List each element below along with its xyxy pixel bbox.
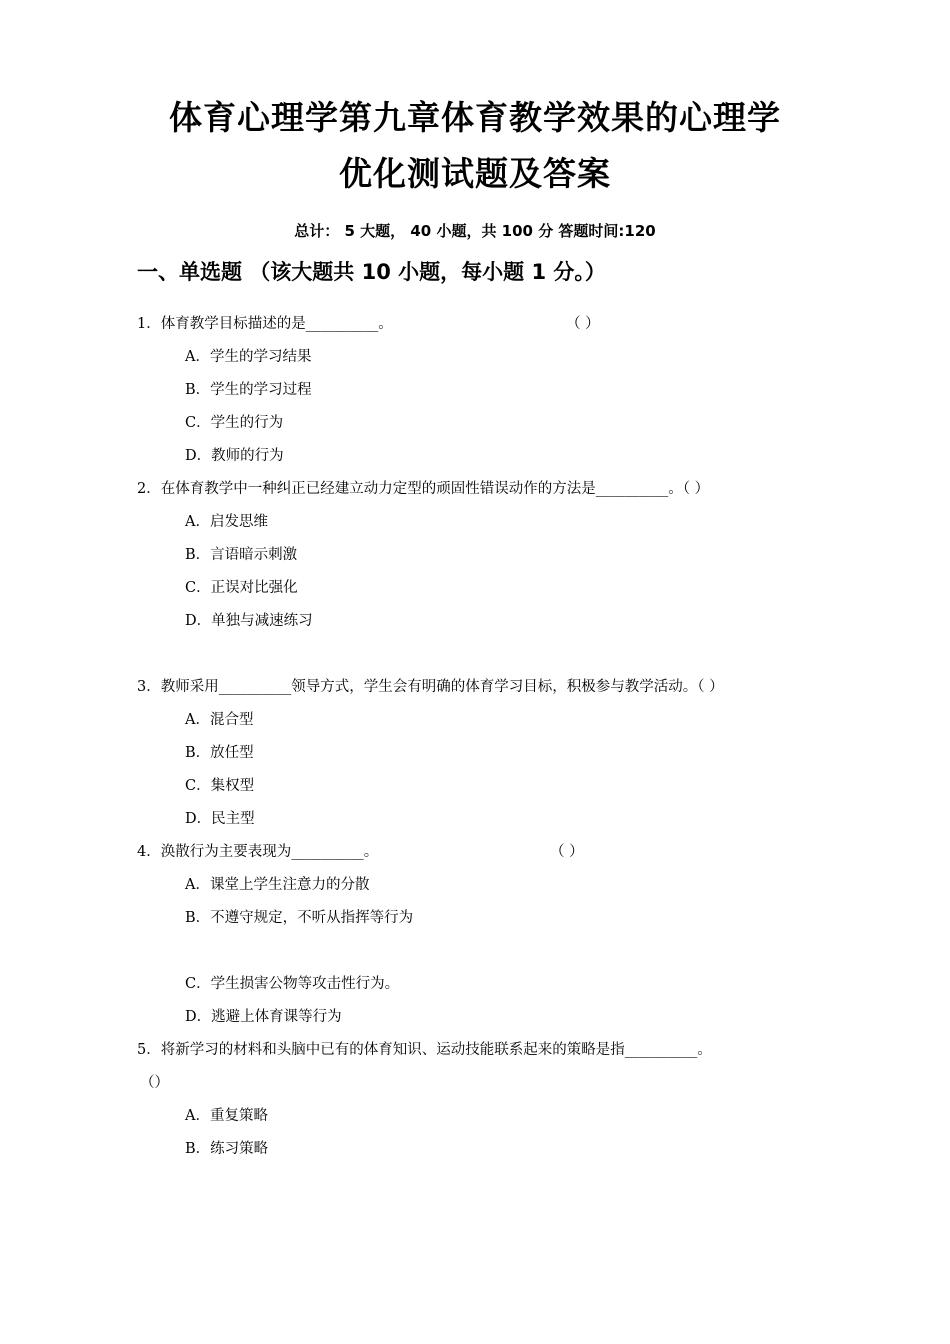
question-3: 3．教师采用__________领导方式，学生会有明确的体育学习目标，积极参与教学活动。（ ）: [137, 679, 724, 695]
section-heading: 一、单选题 （该大题共 10 小题，每小题 1 分。）: [137, 260, 606, 284]
question-4-option-a: A．课堂上学生注意力的分散: [185, 877, 370, 893]
document-title-line-2: 优化测试题及答案: [339, 154, 611, 193]
question-4-answer-paren: （ ）: [550, 844, 584, 860]
question-5-option-b: B．练习策略: [185, 1141, 269, 1157]
question-1-option-c: C．学生的行为: [185, 415, 284, 431]
document-title-line-1: 体育心理学第九章体育教学效果的心理学: [169, 98, 781, 137]
question-5-option-a: A．重复策略: [185, 1108, 268, 1124]
question-1-option-d: D．教师的行为: [185, 448, 284, 464]
exam-summary: 总计： 5 大题， 40 小题，共 100 分 答题时间:120: [294, 222, 656, 240]
question-1: 1．体育教学目标描述的是__________。: [137, 316, 393, 332]
question-4-option-d: D．逃避上体育课等行为: [185, 1009, 342, 1025]
question-1-option-b: B．学生的学习过程: [185, 382, 312, 398]
question-3-option-a: A．混合型: [185, 712, 254, 728]
question-3-option-b: B．放任型: [185, 745, 254, 761]
question-5-answer-paren: （）: [140, 1075, 169, 1091]
question-2-option-a: A．启发思维: [185, 514, 268, 530]
question-2-option-b: B．言语暗示刺激: [185, 547, 298, 563]
question-2-option-c: C．正误对比强化: [185, 580, 298, 596]
question-2: 2．在体育教学中一种纠正已经建立动力定型的顽固性错误动作的方法是__________。（ ）: [137, 481, 710, 497]
question-2-option-d: D．单独与减速练习: [185, 613, 313, 629]
question-1-answer-paren: （ ）: [566, 316, 600, 332]
question-3-option-c: C．集权型: [185, 778, 255, 794]
question-4-option-b: B．不遵守规定，不听从指挥等行为: [185, 910, 414, 926]
question-3-option-d: D．民主型: [185, 811, 255, 827]
question-4-option-c: C．学生损害公物等攻击性行为。: [185, 976, 400, 992]
question-1-option-a: A．学生的学习结果: [185, 349, 312, 365]
question-5: 5．将新学习的材料和头脑中已有的体育知识、运动技能联系起来的策略是指__________。: [137, 1042, 712, 1058]
question-4: 4．涣散行为主要表现为__________。: [137, 844, 379, 860]
